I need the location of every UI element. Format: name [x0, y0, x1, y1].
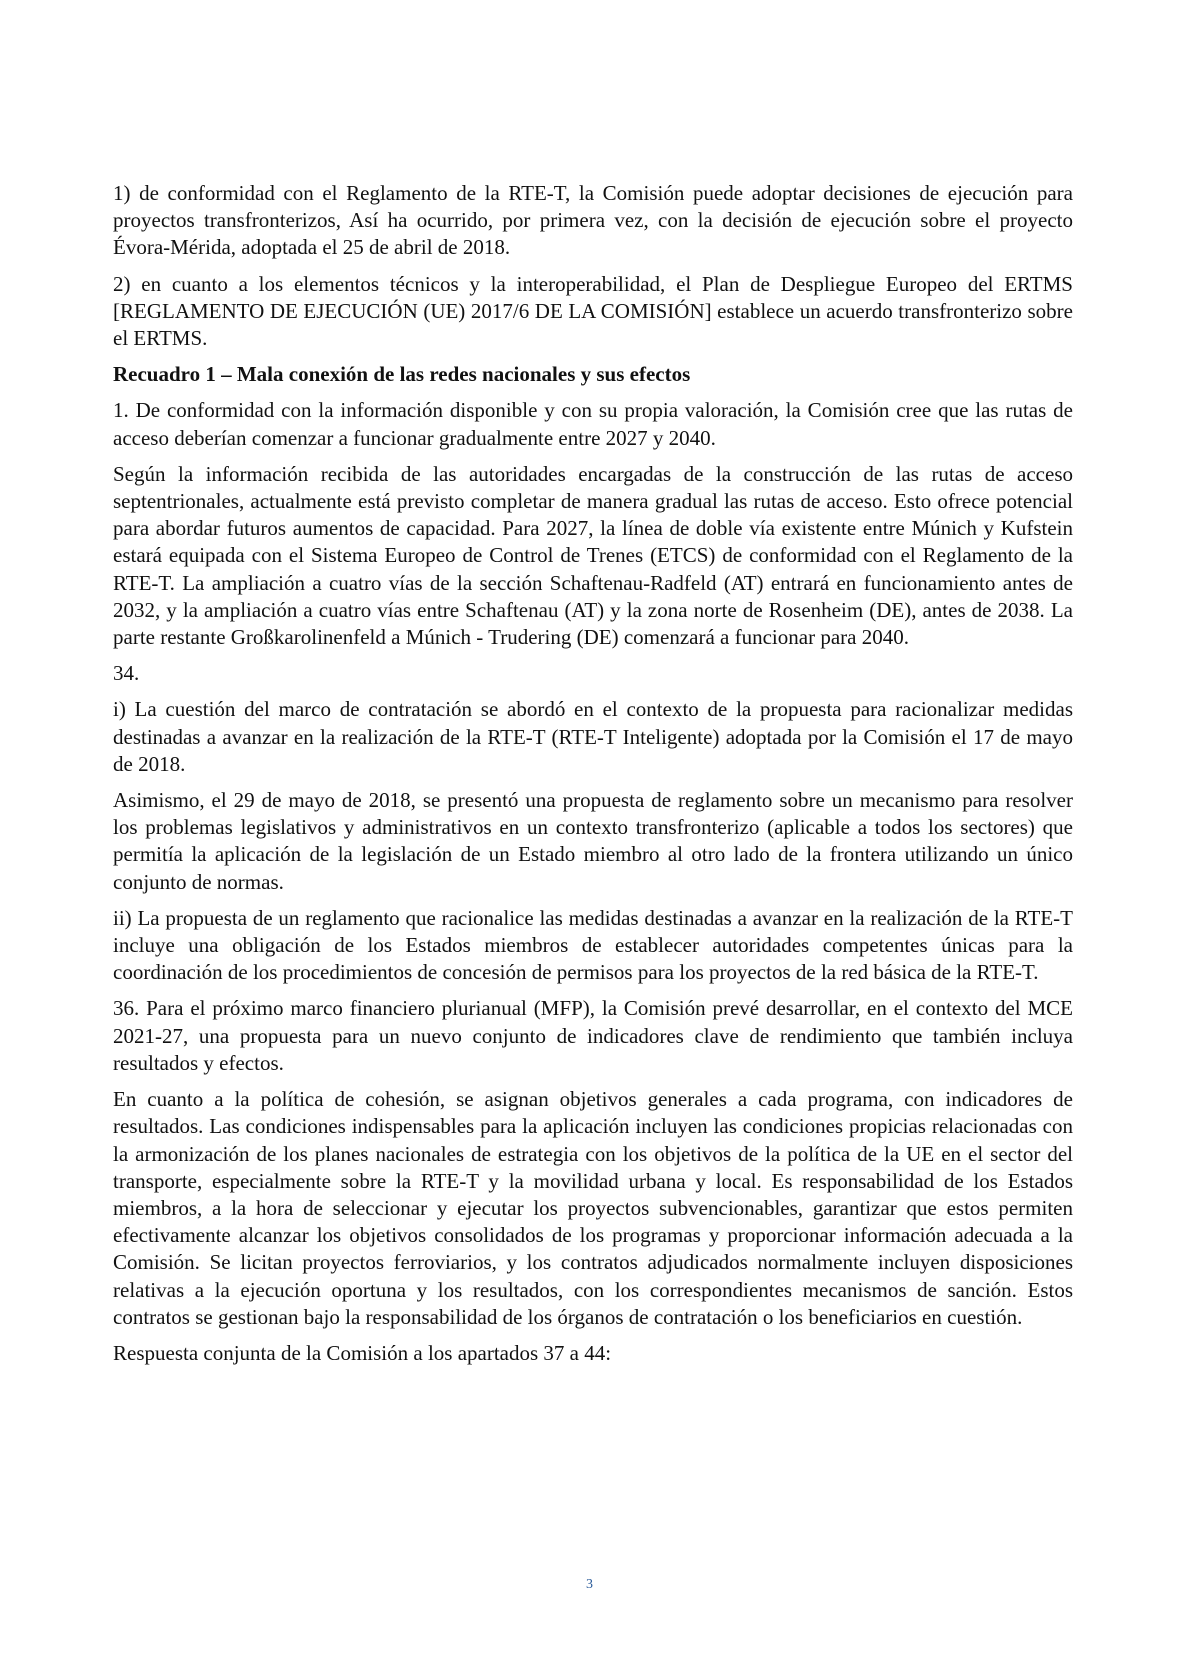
paragraph-ertms-deployment: 2) en cuanto a los elementos técnicos y la interoperabilidad, el Plan de Despliegue Europeo del ERTMS [REGLAMENTO DE EJECUCIÓN (UE) 2017/6 DE LA COMISIÓN] establece un acuerdo transfronterizo sobre el ERTMS.	[113, 271, 1073, 351]
paragraph-northern-access-routes: Según la información recibida de las autoridades encargadas de la construcción de las rutas de acceso septentrionales, actualmente está previsto completar de manera gradual las rutas de acceso. Esto ofrece potencial para abordar futuros aumentos de capacidad. Para 2027, la línea de doble vía existente entre Múnich y Kufstein estará equipada con el Sistema Europeo de Control de Trenes (ETCS) de conformidad con el Reglamento de la RTE-T. La ampliación a cuatro vías de la sección Schaftenau-Radfeld (AT) entrará en funcionamiento antes de 2032, y la ampliación a cuatro vías entre Schaftenau (AT) y la zona norte de Rosenheim (DE), antes de 2038. La parte restante Großkarolinenfeld a Múnich - Trudering (DE) comenzará a funcionar para 2040.	[113, 461, 1073, 650]
page-number: 3	[586, 1577, 593, 1592]
paragraph-joint-reply: Respuesta conjunta de la Comisión a los apartados 37 a 44:	[113, 1340, 612, 1365]
paragraph-access-routes: 1. De conformidad con la información disponible y con su propia valoración, la Comisión cree que las rutas de acceso deberían comenzar a funcionar gradualmente entre 2027 y 2040.	[113, 398, 1073, 450]
document-body	[113, 180, 1073, 1376]
paragraph-cross-border-decisions: 1) de conformidad con el Reglamento de la RTE-T, la Comisión puede adoptar decisiones de ejecución para proyectos transfronterizos, Así ha ocurrido, por primera vez, con la decisión de ejecución sobre el proyecto Évora-Mérida, adoptada el 25 de abril de 2018.	[113, 181, 1073, 260]
paragraph-cohesion-policy: En cuanto a la política de cohesión, se asignan objetivos generales a cada programa, con indicadores de resultados. Las condiciones indispensables para la aplicación incluyen las condiciones propicias relacionadas con la armonización de los planes nacionales de estrategia con los objetivos de la política de la UE en el sector del transporte, especialmente sobre la RTE-T y la movilidad urbana y local. Es responsabilidad de los Estados miembros, a la hora de seleccionar y ejecutar los proyectos subvencionables, garantizar que estos permiten efectivamente alcanzar los objetivos consolidados de los programas y proporcionar información adecuada a la Comisión. Se licitan proyectos ferroviarios, y los contratos adjudicados normalmente incluyen disposiciones relativas a la ejecución oportuna y los resultados, con los correspondientes mecanismos de sanción. Estos contratos se gestionan bajo la responsabilidad de los órganos de contratación o los beneficiarios en cuestión.	[113, 1087, 1073, 1329]
paragraph-competent-authorities: ii) La propuesta de un reglamento que racionalice las medidas destinadas a avanzar en la realización de la RTE-T incluye una obligación de los Estados miembros de establecer autoridades competentes únicas para la coordinación de los procedimientos de concesión de permisos para los proyectos de la red básica de la RTE-T.	[113, 905, 1073, 985]
paragraph-procurement-framework: i) La cuestión del marco de contratación se abordó en el contexto de la propuesta para racionalizar medidas destinadas a avanzar en la realización de la RTE-T (RTE-T Inteligente) adoptada por la Comisión el 17 de mayo de 2018.	[113, 697, 1073, 776]
paragraph-mfp-indicators: 36. Para el próximo marco financiero plurianual (MFP), la Comisión prevé desarrollar, en el contexto del MCE 2021-27, una propuesta para un nuevo conjunto de indicadores clave de rendimiento que también incluya resultados y efectos.	[113, 996, 1073, 1075]
paragraph-number-34: 34.	[113, 661, 140, 686]
paragraph-cross-border-mechanism: Asimismo, el 29 de mayo de 2018, se presentó una propuesta de reglamento sobre un mecanismo para resolver los problemas legislativos y administrativos en un contexto transfronterizo (aplicable a todos los sectores) que permitía la aplicación de la legislación de un Estado miembro al otro lado de la frontera utilizando un único conjunto de normas.	[113, 788, 1073, 894]
box-1-heading: Recuadro 1 – Mala conexión de las redes nacionales y sus efectos	[113, 362, 691, 387]
